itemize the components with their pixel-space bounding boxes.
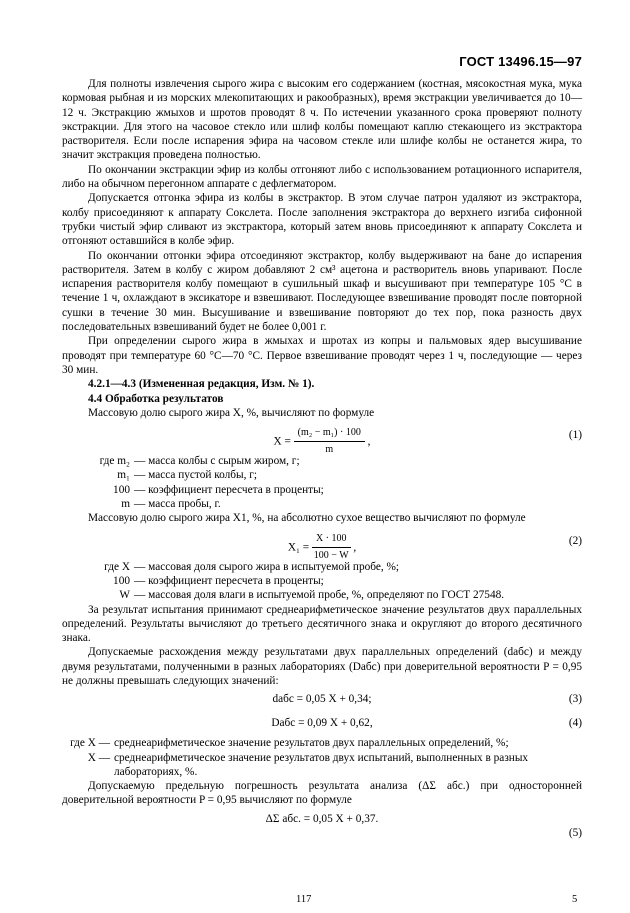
legend-symbol: где m₂ (99, 455, 130, 468)
legend-symbol: 100 (113, 574, 130, 587)
paragraph: Допускается отгонка эфира из колбы в экстрактор. В этом случае патрон удаляют из экстрактора, колбу присоединяют к аппарату Сокслета. После заполнения экстрактора до верхнего изгиба сифонной трубки чистый эфир сливают из экстрактора, который затем вновь присоединяют к аппарату Сокслета и отгоняют оставшийся в колбе эфир. (62, 192, 582, 248)
formula-1-numerator: (m₂ − m₁) · 100 (294, 426, 365, 442)
legend-symbol: где X (104, 560, 130, 573)
legend-row (62, 574, 582, 588)
formula-4 (62, 712, 582, 736)
formula-1-denominator: m (325, 444, 334, 456)
paragraph: Массовую долю сырого жира X1, %, на абсолютно сухое вещество вычисляют по формуле (88, 512, 526, 525)
legend-row (62, 736, 582, 750)
formula-5-expression: ΔΣ абс. = 0,05 X + 0,37. (265, 812, 379, 825)
legend-text: — массовая доля влаги в испытуемой пробе, %, определяют по ГОСТ 27548. (134, 589, 505, 602)
legend-3 (62, 736, 582, 779)
legend-row (62, 588, 582, 602)
document-code: ГОСТ 13496.15—97 (459, 54, 582, 69)
legend-row (62, 468, 582, 482)
legend-row (62, 483, 582, 497)
formula-2-lhs: X₁ = (287, 541, 310, 553)
legend-text: среднеарифметическое значение результатов двух испытаний, выполненных в разных лабораториях, %. (114, 751, 529, 778)
formula-3-expression: dабс = 0,05 X + 0,34; (272, 693, 372, 706)
amendment-note: 4.2.1—4.3 (Измененная редакция, Изм. № 1). (88, 378, 315, 391)
legend-symbol: m (121, 498, 130, 511)
formula-5 (62, 808, 582, 839)
paragraph: Для полноты извлечения сырого жира с высоким его содержанием (костная, мясокостная мука, мука кормовая рыбная и из морских млекопитающих и ракообразных), время экстракции увеличивается до 10—12 ч. Экстракцию жмыхов и шротов проводят 8 ч. По истечении указанного срока проверяют полноту экстракции. Для этого на часовое стекло или шлиф колбы помещают каплю стекающего из экстрактора растворителя. Если после испарения эфира на часовом стекле или шлифе колбы не останется жира, то значит экстракция проведена полностью. (62, 78, 582, 162)
paragraph: Допускаемую предельную погрешность результата анализа (ΔΣ абс.) при односторонней доверительной вероятности P = 0,95 вычисляют по формуле (62, 780, 582, 807)
paragraph: Массовую долю сырого жира X, %, вычисляют по формуле (88, 406, 375, 419)
formula-2-number: (2) (568, 534, 582, 547)
paragraph: За результат испытания принимают среднеарифметическое значение результатов двух параллельных определений. Результаты вычисляют до третьего десятичного знака и округляют до второго десятичного знака. (62, 603, 582, 645)
formula-1-tail: , (367, 435, 371, 448)
formula-4-expression: Dабс = 0,09 X + 0,62, (271, 717, 373, 730)
paragraph: Допускаемые расхождения между результатами двух параллельных определений (dабс) и между двумя результатами, полученными в разных лабораториях (Dабс) при доверительной вероятности P = 0,95 не должны превышать следующих значений: (62, 646, 582, 687)
legend-text: среднеарифметическое значение результатов двух параллельных определений, %; (114, 737, 509, 750)
formula-2 (62, 526, 582, 560)
formula-3-number: (3) (568, 693, 582, 706)
formula-2-tail: , (353, 541, 357, 553)
paragraph: По окончании отгонки эфира отсоединяют экстрактор, колбу выдерживают на бане до испарения растворителя. Затем в колбу с жиром добавляют 2 см³ ацетона и растворитель вновь упаривают. После испарения растворителя колбу помещают в сушильный шкаф и высушивают при температуре 105 °С в течение 1 ч, охлаждают в эксикаторе и взвешивают. Последующее взвешивание проводят после повторной сушки в течение 30 мин. Высушивание и взвешивание повторяют до тех пор, пока разность двух последовательных взвешиваний будет не более 0,001 г. (62, 249, 582, 334)
page-number-right: 5 (572, 894, 578, 905)
legend-text: — масса пробы, г. (134, 498, 221, 511)
page-number-center: 117 (296, 894, 312, 905)
formula-1-fraction (294, 426, 365, 458)
legend-symbol: m₁ (117, 469, 130, 482)
legend-text: — коэффициент пересчета в проценты; (134, 483, 324, 496)
legend-row (62, 497, 582, 511)
formula-2-fraction (312, 532, 351, 564)
paragraph: По окончании экстракции эфир из колбы отгоняют либо с использованием ротационного испарителя, либо на обычном перегонном аппарате с дефлегматором. (62, 163, 582, 191)
formula-2-denominator: 100 − W (313, 549, 349, 561)
formula-3 (62, 688, 582, 712)
legend-symbol: где X — (70, 737, 110, 750)
legend-symbol: X — (87, 751, 110, 764)
paragraph: При определении сырого жира в жмыхах и шротах из копры и пальмовых ядер высушивание проводят при температуре 60 °С—70 °С. Первое взвешивание проводят через 1 ч, последующие — через 30 мин. (62, 335, 582, 376)
document-body (62, 77, 582, 839)
formula-1-lhs: X = (273, 435, 291, 448)
legend-text: — масса пустой колбы, г; (134, 469, 258, 482)
legend-2 (62, 560, 582, 603)
formula-1 (62, 420, 582, 454)
legend-row (62, 751, 582, 780)
formula-4-number: (4) (568, 717, 582, 730)
formula-5-number: (5) (568, 826, 582, 839)
legend-symbol: W (119, 589, 130, 602)
legend-text: — коэффициент пересчета в проценты; (134, 574, 324, 587)
legend-text: — масса колбы с сырым жиром, г; (134, 455, 300, 468)
section-heading: 4.4 Обработка результатов (88, 392, 224, 405)
legend-symbol: 100 (113, 483, 130, 496)
formula-1-number: (1) (568, 429, 582, 442)
legend-text: — массовая доля сырого жира в испытуемой пробе, %; (134, 560, 400, 573)
formula-2-numerator: X · 100 (312, 532, 351, 548)
legend-1 (62, 454, 582, 511)
